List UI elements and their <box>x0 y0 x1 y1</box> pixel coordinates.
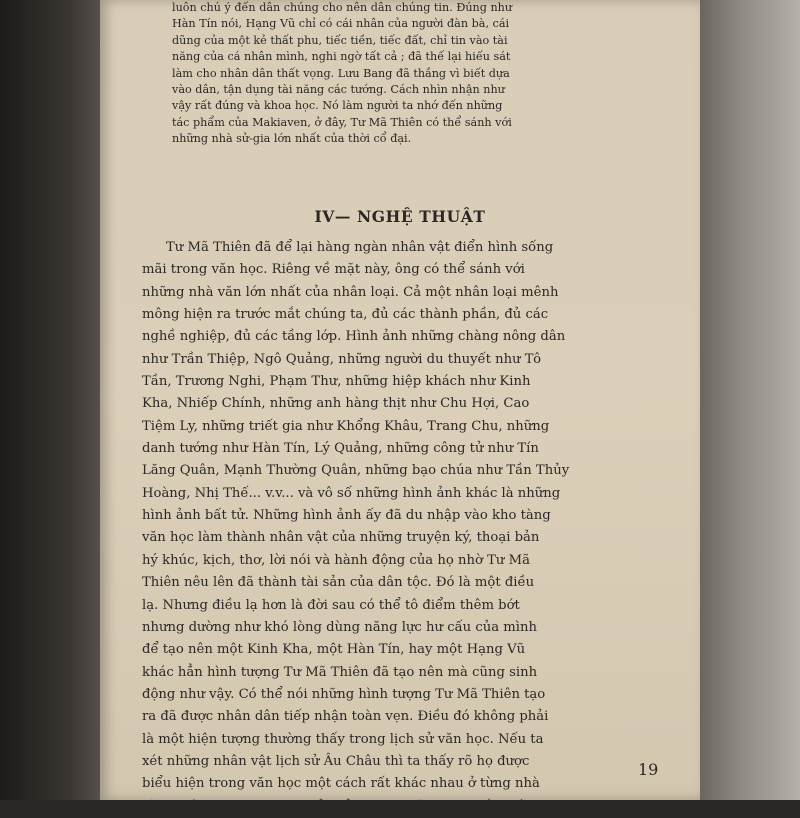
text-line: mãi trong văn học. Riêng về mặt này, ông có thể sánh với <box>142 262 525 278</box>
text-line: động như vậy. Có thể nói những hình tượng Tư Mã Thiên tạo <box>142 686 546 702</box>
text-line: những nhà sử-gia lớn nhất của thời cổ đại. <box>172 132 412 146</box>
text-line: biểu hiện trong văn học một cách rất khác nhau ở từng nhà <box>142 776 540 792</box>
text-line: văn. Hiện tượng Catilina của sử gia La Mã Xanlut rất khác <box>142 798 532 814</box>
text-line: là một hiện tượng thường thấy trong lịch sử văn học. Nếu ta <box>142 731 544 747</box>
text-line: Tiệm Ly, những triết gia như Khổng Khâu, Trang Chu, những <box>142 418 550 434</box>
text-line: văn học làm thành nhân vật của những truyện ký, thoại bản <box>142 530 540 546</box>
background-left-edge <box>0 0 100 800</box>
text-line: Thiên nêu lên đã thành tài sản của dân tộc. Đó là một điều <box>142 575 535 591</box>
text-line: Hoàng, Nhị Thế... v.v... và vô số những hình ảnh khác là những <box>142 485 561 501</box>
section-heading: IV— NGHỆ THUẬT <box>314 207 486 226</box>
text-line: xét những nhân vật lịch sử Âu Châu thì ta thấy rõ họ được <box>142 753 530 769</box>
text-line: khác hẳn hình tượng Tư Mã Thiên đã tạo nên mà cũng sinh <box>142 664 538 680</box>
text-line: Tư Mã Thiên đã để lại hàng ngàn nhân vật điển hình sống <box>166 240 554 255</box>
text-line: như Trần Thiệp, Ngô Quảng, những người du thuyết như Tô <box>142 351 542 367</box>
text-line: ra đã được nhân dân tiếp nhận toàn vẹn. Điều đó không phải <box>142 709 549 725</box>
page-number: 19 <box>638 760 659 779</box>
text-line: vậy rất đúng và khoa học. Nó làm người ta nhớ đến những <box>172 99 503 113</box>
text-line: Hàn Tín nói, Hạng Vũ chỉ có cái nhân của người đàn bà, cái <box>172 17 510 31</box>
text-line: để tạo nên một Kinh Kha, một Hàn Tín, hay một Hạng Vũ <box>142 642 526 658</box>
text-line: dũng của một kẻ thất phu, tiếc tiền, tiếc đất, chỉ tin vào tài <box>172 33 508 47</box>
text-line: Kha, Nhiếp Chính, những anh hàng thịt như Chu Hợi, Cao <box>142 396 530 412</box>
text-line: năng của cá nhân mình, nghi ngờ tất cả ; đã thế lại hiếu sát <box>172 50 511 64</box>
text-line: Lăng Quân, Mạnh Thường Quân, những bạo chúa như Tần Thủy <box>142 463 570 479</box>
continued-paragraph <box>172 0 684 148</box>
main-paragraph <box>142 237 682 818</box>
background-right-edge <box>700 0 800 800</box>
text-line: lạ. Nhưng điều lạ hơn là đời sau có thể tô điểm thêm bớt <box>142 597 520 613</box>
text-line: mông hiện ra trước mắt chúng ta, đủ các thành phần, đủ các <box>142 307 549 323</box>
text-line: vào dân, tận dụng tài năng các tướng. Cách nhìn nhận như <box>172 83 505 97</box>
text-line: danh tướng như Hàn Tín, Lý Quảng, những công tử như Tín <box>142 441 539 457</box>
text-line: hình ảnh bất tử. Những hình ảnh ấy đã du nhập vào kho tàng <box>142 508 551 524</box>
text-line: Tần, Trương Nghi, Phạm Thư, những hiệp khách như Kinh <box>142 374 531 390</box>
text-line: hý khúc, kịch, thơ, lời nói và hành động của họ nhờ Tư Mã <box>142 552 530 568</box>
text-line: nghề nghiệp, đủ các tầng lớp. Hình ảnh những chàng nông dân <box>142 329 566 345</box>
text-line: luôn chú ý đến dân chúng cho nên dân chúng tin. Đúng như <box>172 1 513 14</box>
text-line: những nhà văn lớn nhất của nhân loại. Cả một nhân loại mênh <box>142 284 559 300</box>
book-page <box>100 0 700 814</box>
text-line: nhưng dường như khó lòng dùng năng lực hư cấu của mình <box>142 619 537 635</box>
text-line: làm cho nhân dân thất vọng. Lưu Bang đã thắng vì biết dựa <box>172 66 510 80</box>
text-line: tác phẩm của Makiaven, ở đây, Tư Mã Thiên có thể sánh với <box>172 115 512 129</box>
